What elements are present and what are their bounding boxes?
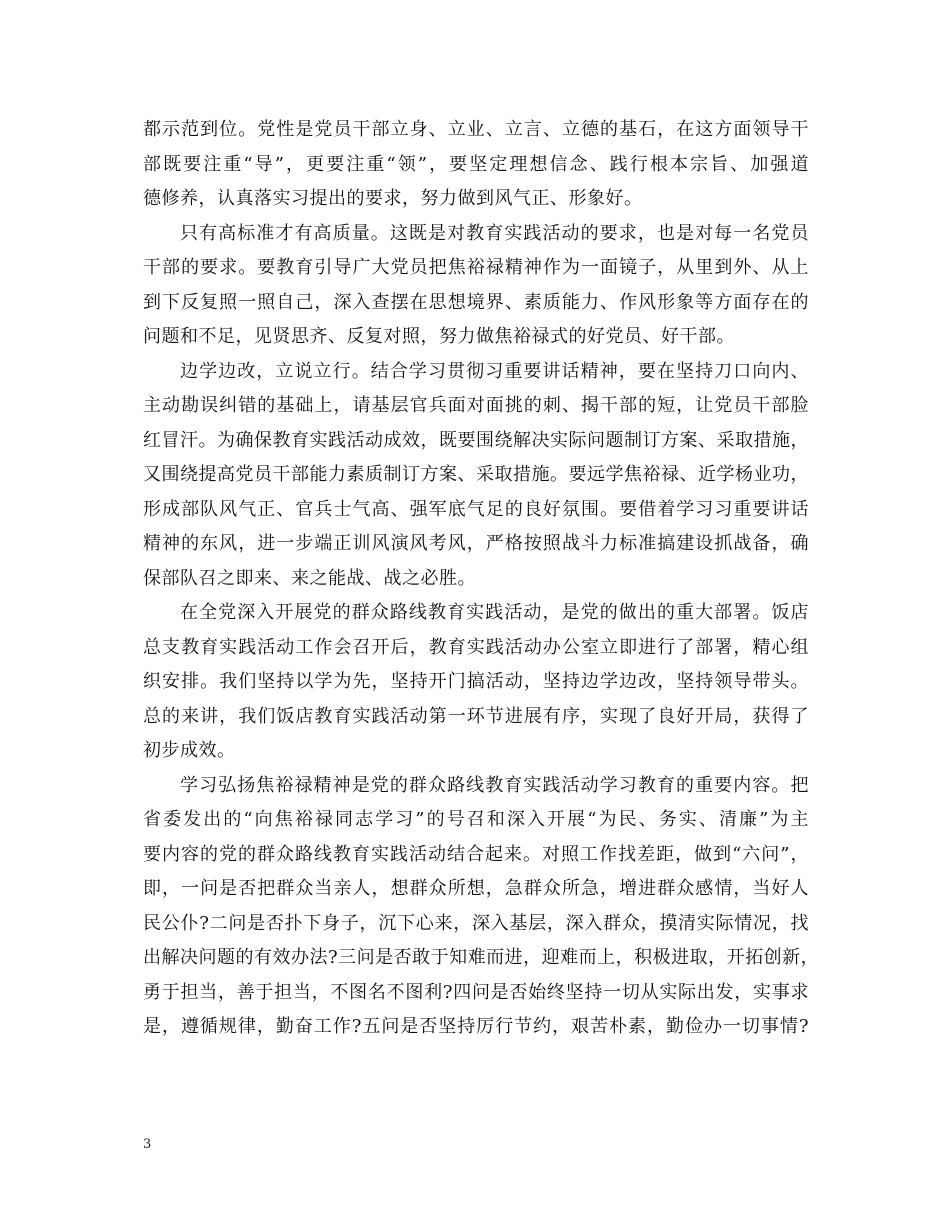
text-line: 到下反复照一照自己，深入查摆在思想境界、素质能力、作风形象等方面存在的 — [143, 291, 809, 313]
text-line: 出解决问题的有效办法?三问是否敢于知难而进，迎难而上，积极进取，开拓创新， — [143, 947, 820, 968]
text-line: 即，一问是否把群众当亲人，想群众所想，急群众所急，增进群众感情，当好人 — [143, 878, 809, 899]
text-line: 边学边改，立说立行。结合学习贯彻习重要讲话精神，要在坚持刀口向内、 — [180, 360, 809, 382]
page-number: 3 — [143, 1137, 152, 1152]
text-line: 问题和不足，见贤思齐、反复对照，努力做焦裕禄式的好党员、好干部。 — [143, 326, 735, 347]
text-line: 德修养，认真落实习提出的要求，努力做到风气正、形象好。 — [143, 188, 643, 209]
text-line: 在全党深入开展党的群众路线教育实践活动，是党的做出的重大部署。饭店 — [180, 602, 809, 623]
text-line: 又围绕提高党员干部能力素质制订方案、采取措施。要远学焦裕禄、近学杨业功， — [143, 464, 809, 485]
text-line: 省委发出的“向焦裕禄同志学习”的号召和深入开展“为民、务实、清廉”为主 — [143, 809, 809, 830]
text-line: 保部队召之即来、来之能战、战之必胜。 — [143, 567, 476, 589]
text-line: 初步成效。 — [143, 740, 236, 761]
text-line: 只有高标准才有高质量。这既是对教育实践活动的要求，也是对每一名党员 — [180, 222, 809, 244]
paragraph-1 — [143, 113, 809, 217]
text-line: 总的来讲，我们饭店教育实践活动第一环节进展有序，实现了良好开局，获得了 — [143, 705, 809, 727]
text-line: 民公仆?二问是否扑下身子，沉下心来，深入基层，深入群众，摸清实际情况，找 — [143, 912, 809, 934]
text-line: 形成部队风气正、官兵士气高、强军底气足的良好氛围。要借着学习习重要讲话 — [143, 498, 809, 520]
text-line: 要内容的党的群众路线教育实践活动结合起来。对照工作找差距，做到“六问”， — [143, 843, 809, 865]
text-line: 总支教育实践活动工作会召开后，教育实践活动办公室立即进行了部署，精心组 — [143, 636, 809, 658]
text-line: 都示范到位。党性是党员干部立身、立业、立言、立德的基石，在这方面领导干 — [143, 119, 809, 140]
text-line: 是，遵循规律，勤奋工作?五问是否坚持厉行节约，艰苦朴素，勤俭办一切事情? — [143, 1016, 809, 1037]
text-line: 精神的东风，进一步端正训风演风考风，严格按照战斗力标准搞建设抓战备，确 — [143, 533, 809, 554]
text-line: 学习弘扬焦裕禄精神是党的群众路线教育实践活动学习教育的重要内容。把 — [180, 774, 809, 796]
document-body — [143, 113, 820, 1045]
text-line: 干部的要求。要教育引导广大党员把焦裕禄精神作为一面镜子，从里到外、从上 — [143, 257, 809, 278]
paragraph-3 — [143, 355, 809, 597]
text-line: 红冒汗。为确保教育实践活动成效，既要围绕解决实际问题制订方案、采取措施， — [143, 429, 809, 451]
paragraph-4 — [143, 596, 809, 769]
text-line: 部既要注重“导”，更要注重“领”，要坚定理想信念、践行根本宗旨、加强道 — [143, 153, 809, 175]
paragraph-5 — [143, 769, 820, 1045]
text-line: 勇于担当，善于担当，不图名不图利?四问是否始终坚持一切从实际出发，实事求 — [143, 981, 809, 1003]
paragraph-2 — [143, 217, 809, 355]
text-line: 主动勘误纠错的基础上，请基层官兵面对面挑的刺、揭干部的短，让党员干部脸 — [143, 395, 809, 416]
text-line: 织安排。我们坚持以学为先，坚持开门搞活动，坚持边学边改，坚持领导带头。 — [143, 671, 809, 692]
